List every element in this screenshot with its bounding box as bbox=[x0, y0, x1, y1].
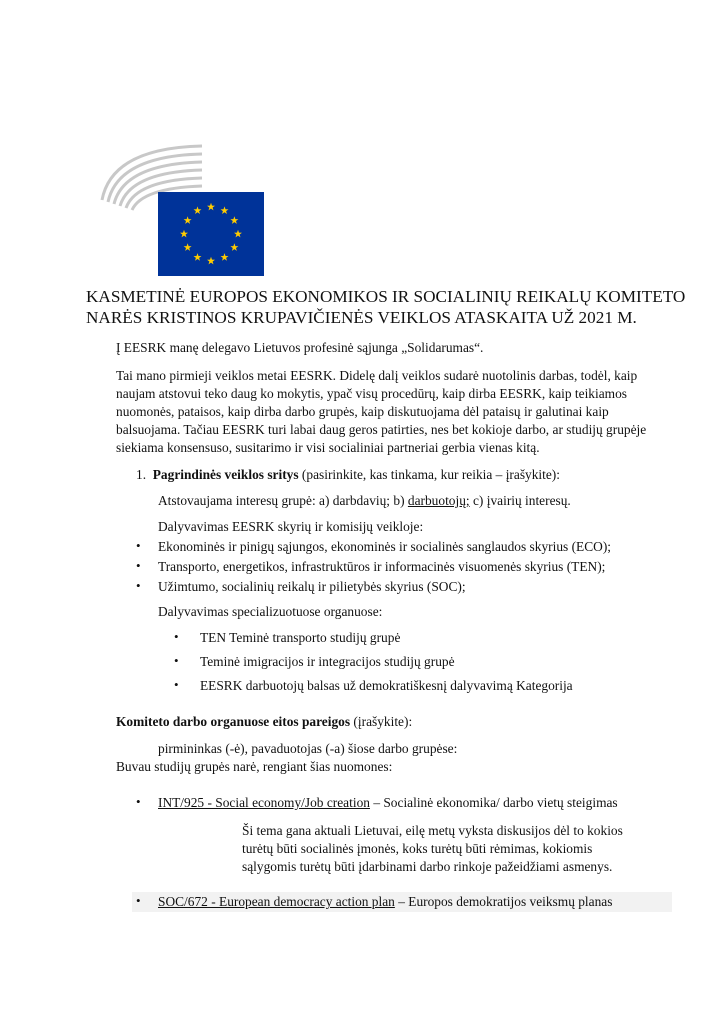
eesc-logo bbox=[92, 140, 272, 276]
section-1-title: Pagrindinės veiklos sritys bbox=[152, 467, 299, 482]
body-item: TEN Teminė transporto studijų grupė bbox=[200, 630, 401, 645]
interest-group-prefix: Atstovaujama interesų grupė: a) darbdavių; b) bbox=[158, 493, 408, 508]
bullet-icon: • bbox=[174, 677, 179, 692]
section-1-note: (pasirinkite, kas tinkama, kur reikia – įrašykite): bbox=[298, 467, 560, 482]
bullet-icon: • bbox=[136, 578, 141, 593]
section-2-note: (įrašykite): bbox=[350, 714, 413, 729]
section-2-heading bbox=[116, 713, 412, 731]
opinion-comment bbox=[242, 822, 662, 876]
intro-line: siekiama konsensuso, susitarimo ir visi socialiniai partneriai gerbia vienas kitą. bbox=[116, 440, 540, 455]
opinion-item-int925 bbox=[158, 794, 618, 812]
section-item-ten: Transporto, energetikos, infrastruktūros ir informacinės visuomenės skyrius (TEN); bbox=[158, 559, 606, 574]
intro-line: naujam atstovui teko daug ko mokytis, ypač visų procedūrų, kaip dirba EESRK, kaip teikiamos bbox=[116, 386, 627, 401]
interest-group-line bbox=[158, 492, 571, 510]
intro-line: nuomonės, pataisos, kaip dirba darbo grupės, kaip diskutuojama dėl pataisų ir galutinai kaip bbox=[116, 404, 609, 419]
eesc-emblem-icon bbox=[92, 140, 272, 276]
intro-paragraph bbox=[116, 367, 676, 457]
bullet-icon: • bbox=[136, 538, 141, 553]
opinion-code: INT/925 - Social economy/Job creation bbox=[158, 795, 370, 810]
section-item-eco: Ekonominės ir pinigų sąjungos, ekonominės ir socialinės sanglaudos skyrius (ECO); bbox=[158, 539, 611, 554]
sections-label: Dalyvavimas EESRK skyrių ir komisijų veikloje: bbox=[158, 519, 424, 534]
bullet-icon: • bbox=[136, 893, 141, 908]
report-title-line-2: NARĖS KRISTINOS KRUPAVIČIENĖS VEIKLOS ATASKAITA UŽ 2021 M. bbox=[86, 308, 637, 327]
bullet-icon: • bbox=[136, 558, 141, 573]
intro-delegation: Į EESRK manę delegavo Lietuvos profesinė sąjunga „Solidarumas“. bbox=[116, 340, 484, 355]
comment-line: Ši tema gana aktuali Lietuvai, eilę metų vyksta diskusijos dėl to kokios bbox=[242, 823, 623, 838]
intro-line: balsuojama. Tačiau EESRK turi labai daug geros patirties, nes bet kokioje darbo, ar studijų grupėje bbox=[116, 422, 647, 437]
opinion-desc: – Europos demokratijos veiksmų planas bbox=[394, 894, 613, 909]
intro-line: Tai mano pirmieji veiklos metai EESRK. Didelę dalį veiklos sudarė nuotolinis darbas, todėl, kaip bbox=[116, 368, 638, 383]
body-item: EESRK darbuotojų balsas už demokratiškesnį dalyvavimą Kategorija bbox=[200, 678, 573, 693]
section-item-soc: Užimtumo, socialinių reikalų ir pilietybės skyrius (SOC); bbox=[158, 579, 466, 594]
bullet-icon: • bbox=[174, 629, 179, 644]
opinion-code: SOC/672 - European democracy action plan bbox=[158, 894, 395, 909]
section-2-title: Komiteto darbo organuose eitos pareigos bbox=[116, 714, 351, 729]
comment-line: turėtų būti socialinės įmonės, koks turėtų būti rėmimas, kokiomis bbox=[242, 841, 593, 856]
body-item: Teminė imigracijos ir integracijos studijų grupė bbox=[200, 654, 455, 669]
opinion-desc: – Socialinė ekonomika/ darbo vietų steigimas bbox=[369, 795, 618, 810]
positions-line: pirmininkas (-ė), pavaduotojas (-a) šiose darbo grupėse: bbox=[158, 741, 458, 756]
section-1-heading bbox=[136, 466, 560, 484]
section-1-number: 1. bbox=[136, 467, 147, 482]
interest-group-suffix: c) įvairių interesų. bbox=[469, 493, 571, 508]
bullet-icon: • bbox=[136, 794, 141, 809]
report-title-line-1: KASMETINĖ EUROPOS EKONOMIKOS IR SOCIALINIŲ REIKALŲ KOMITETO bbox=[86, 287, 686, 306]
bullet-icon: • bbox=[174, 653, 179, 668]
bodies-label: Dalyvavimas specializuotuose organuose: bbox=[158, 604, 383, 619]
interest-group-selected: darbuotojų; bbox=[407, 493, 470, 508]
study-group-line: Buvau studijų grupės narė, rengiant šias nuomones: bbox=[116, 759, 393, 774]
opinion-item-soc672 bbox=[158, 893, 612, 911]
report-title bbox=[86, 286, 686, 328]
comment-line: sąlygomis turėtų būti įdarbinami darbo rinkoje pažeidžiami asmenys. bbox=[242, 859, 613, 874]
